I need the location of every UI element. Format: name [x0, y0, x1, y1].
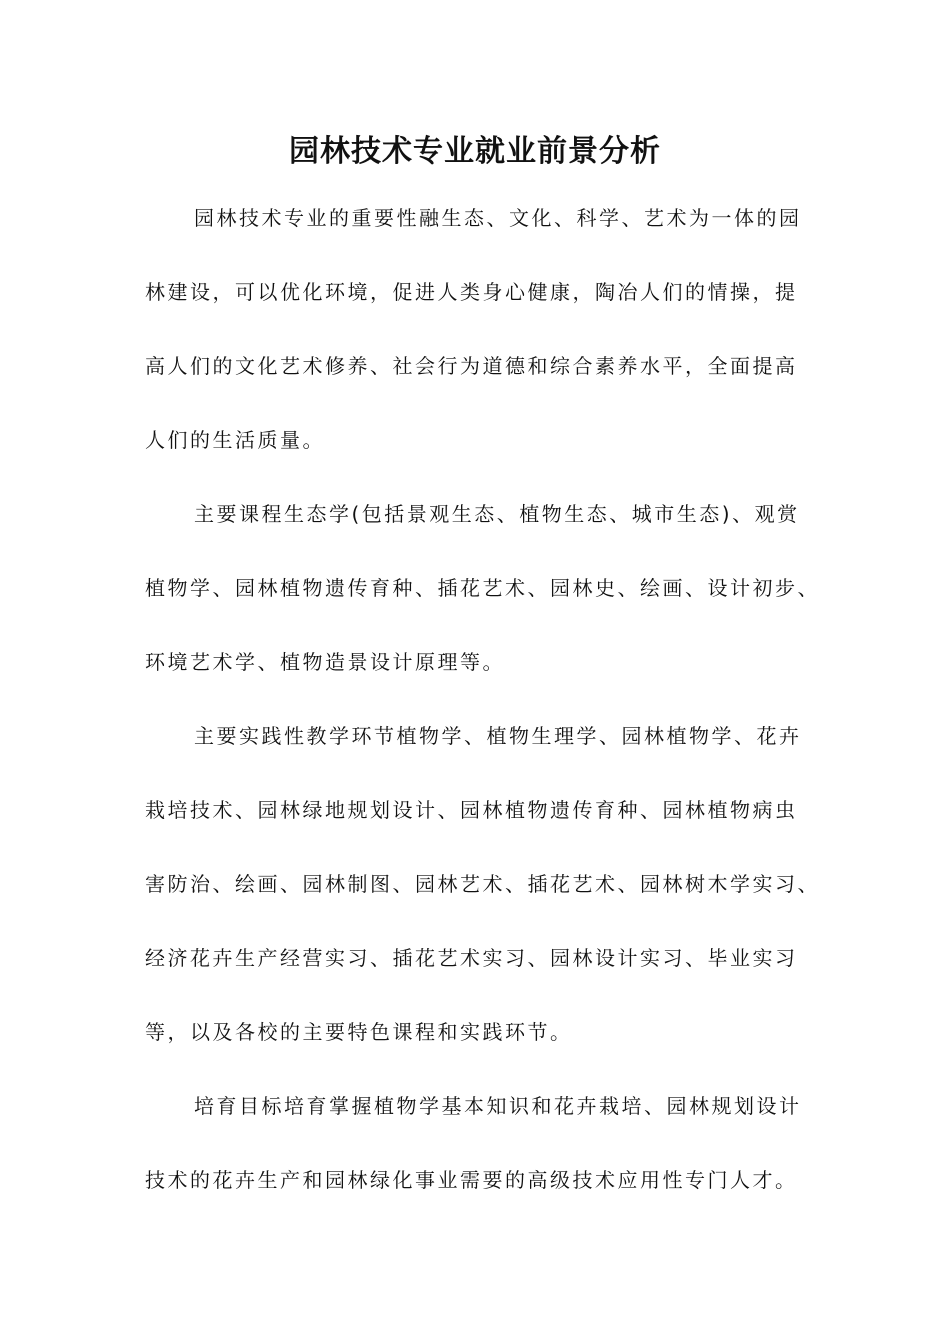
- text-line: 技术的花卉生产和园林绿化事业需要的高级技术应用性专门人才。: [145, 1168, 798, 1192]
- text-line: 等，以及各校的主要特色课程和实践环节。: [145, 1020, 573, 1044]
- text-line: 主要课程生态学(包括景观生态、植物生态、城市生态)、观赏: [194, 502, 800, 526]
- paragraph-main-courses: [145, 493, 820, 715]
- paragraph-importance: [145, 197, 820, 493]
- text-line: 主要实践性教学环节植物学、植物生理学、园林植物学、花卉: [194, 724, 802, 748]
- text-line: 培育目标培育掌握植物学基本知识和花卉栽培、园林规划设计: [194, 1094, 802, 1118]
- paragraph-practice: [145, 715, 820, 1085]
- paragraph-training-goal: [145, 1085, 820, 1233]
- document-body: [145, 197, 820, 1233]
- text-line: 栽培技术、园林绿地规划设计、园林植物遗传育种、园林植物病虫: [145, 798, 798, 822]
- text-line: 环境艺术学、植物造景设计原理等。: [145, 650, 505, 674]
- text-line: 高人们的文化艺术修养、社会行为道德和综合素养水平，全面提高: [145, 354, 798, 378]
- text-line: 植物学、园林植物遗传育种、插花艺术、园林史、绘画、设计初步、: [145, 576, 820, 600]
- text-line: 经济花卉生产经营实习、插花艺术实习、园林设计实习、毕业实习: [145, 946, 798, 970]
- text-line: 林建设，可以优化环境，促进人类身心健康，陶冶人们的情操，提: [145, 280, 798, 304]
- document-title: 园林技术专业就业前景分析: [289, 134, 661, 169]
- text-line: 园林技术专业的重要性融生态、文化、科学、艺术为一体的园: [194, 206, 802, 230]
- text-line: 害防治、绘画、园林制图、园林艺术、插花艺术、园林树木学实习、: [145, 872, 820, 896]
- text-line: 人们的生活质量。: [145, 428, 325, 452]
